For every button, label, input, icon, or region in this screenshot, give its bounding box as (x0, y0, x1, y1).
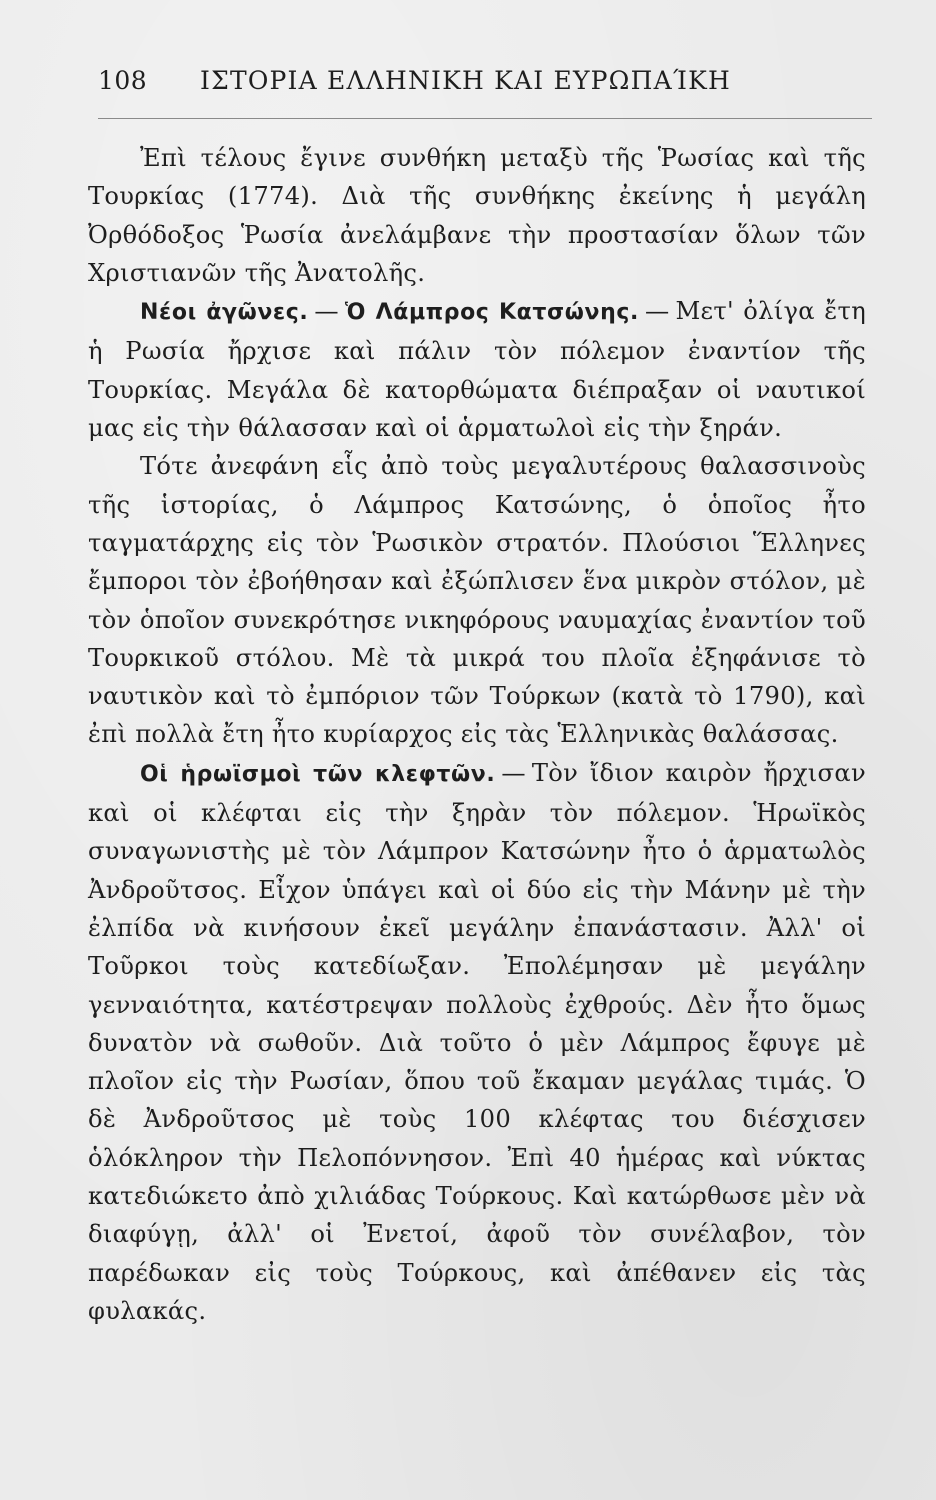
paragraph-treaty (88, 139, 866, 292)
section-heading-klephts: Οἱ ἡρωϊσμοὶ τῶν κλεφτῶν. (140, 761, 496, 787)
paragraph-klephts (88, 754, 866, 1330)
heading-dash: — (501, 758, 526, 787)
paragraph-text: Μετ' ὀλίγα ἔτη ἡ Ρωσία ἤρχισε καὶ πάλιν τὸν πόλεμον ἐναντίον τῆς Τουρκίας. Μεγάλα δὲ κατορθώματα διέπραξαν οἱ ναυτικοί μας εἰς τὴν θάλασσαν καὶ οἱ ἁρματωλοὶ εἰς τὴν ξηράν. (88, 297, 867, 443)
paragraph-text: Τότε ἀνεφάνη εἷς ἀπὸ τοὺς μεγαλυτέρους θαλασσινοὺς τῆς ἱστορίας, ὁ Λάμπρος Κατσώνης, ὁ ὁποῖος ἦτο ταγματάρχης εἰς τὸν Ῥωσικὸν στρατόν. Πλούσιοι Ἕλληνες ἔμποροι τὸν ἐβοήθησαν καὶ ἐξώπλισεν ἕνα μικρὸν στόλον, μὲ τὸν ὁποῖον συνεκρότησε νικηφόρους ναυμαχίας ἐναντίον τοῦ Τουρκικοῦ στόλου. Μὲ τὰ μικρά του πλοῖα ἐξηφάνισε τὸ ναυτικὸν καὶ τὸ ἐμπόριον τῶν Τούρκων (κατὰ τὸ 1790), καὶ ἐπὶ πολλὰ ἔτη ἦτο κυρίαρχος εἰς τὰς Ἑλληνικὰς θαλάσσας. (88, 452, 866, 749)
heading-dash: — (314, 297, 339, 326)
paragraph-text: Ἐπὶ τέλους ἔγινε συνθήκη μεταξὺ τῆς Ῥωσίας καὶ τῆς Τουρκίας (1774). Διὰ τῆς συνθήκης ἐκείνης ἡ μεγάλη Ὀρθόδοξος Ῥωσία ἀνελάμβανε τὴν προστασίαν ὅλων τῶν Χριστιανῶν τῆς Ἀνατολῆς. (88, 144, 866, 287)
section-heading-katsonis: Ὁ Λάμπρος Κατσώνης. (344, 300, 639, 326)
running-header (98, 66, 872, 119)
body-text (88, 139, 866, 1330)
paragraph-text: Τὸν ἴδιον καιρὸν ἤρχισαν καὶ οἱ κλέφται εἰς τὴν ξηρὰν τὸν πόλεμον. Ἡρωϊκὸς συναγωνιστὴς μὲ τὸν Λάμπρον Κατσώνην ἦτο ὁ ἁρματωλὸς Ἀνδροῦτσος. Εἶχον ὑπάγει καὶ οἱ δύο εἰς τὴν Μάνην μὲ τὴν ἐλπίδα νὰ κινήσουν ἐκεῖ μεγάλην ἐπανάστασιν. Ἀλλ' οἱ Τοῦρκοι τοὺς κατεδίωξαν. Ἐπολέμησαν μὲ μεγάλην γενναιότητα, κατέστρεψαν πολλοὺς ἐχθρούς. Δὲν ἦτο ὅμως δυνατὸν νὰ σωθοῦν. Διὰ τοῦτο ὁ μὲν Λάμπρος ἔφυγε μὲ πλοῖον εἰς τὴν Ρωσίαν, ὅπου τοῦ ἔκαμαν μεγάλας τιμάς. Ὁ δὲ Ἀνδροῦτσος μὲ τοὺς 100 κλέφτας του διέσχισεν ὁλόκληρον τὴν Πελοπόννησον. Ἐπὶ 40 ἡμέρας καὶ νύκτας κατεδιώκετο ἀπὸ χιλιάδας Τούρκους. Καὶ κατώρθωσε μὲν νὰ διαφύγῃ, ἀλλ' οἱ Ἐνετοί, ἀφοῦ τὸν συνέλαβον, τὸν παρέδωκαν εἰς τοὺς Τούρκους, καὶ ἀπέθανεν εἰς τὰς φυλακάς. (88, 758, 867, 1325)
paragraph-new-struggles (88, 292, 866, 447)
heading-dash: — (644, 297, 670, 326)
section-heading-new-struggles: Νέοι ἀγῶνες. (140, 300, 309, 326)
paragraph-katsonis (88, 447, 866, 753)
page-number: 108 (98, 66, 148, 95)
running-title: ΙΣΤΟΡΙΑ ΕΛΛΗΝΙΚΗ ΚΑΙ ΕΥΡΩΠΑΊΚΗ (200, 66, 731, 95)
